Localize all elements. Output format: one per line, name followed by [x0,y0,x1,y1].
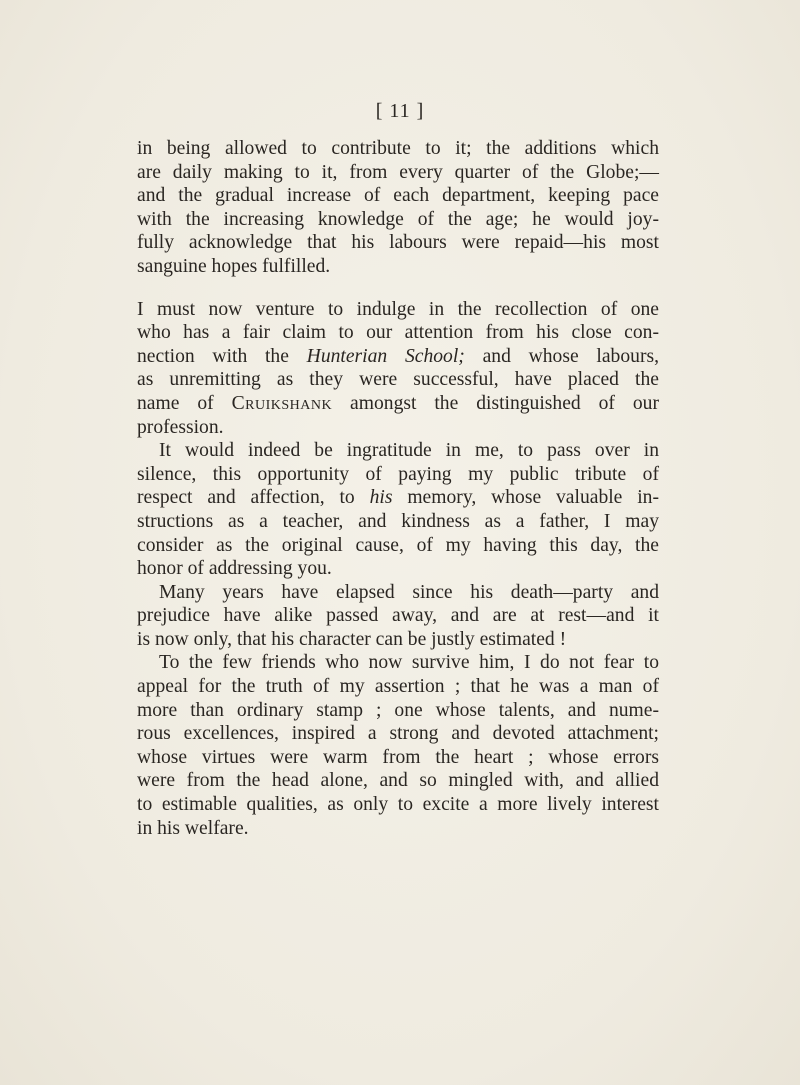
text-line: To the few friends who now survive him, I do not fear to [159,652,659,674]
text-line: whose virtues were warm from the heart ; whose errors [137,746,659,768]
paragraph [137,298,659,440]
text-line: fully acknowledge that his labours were repaid—his most [137,232,659,254]
text-line: who has a fair claim to our attention from his close con- [137,322,659,344]
text-run: amongst the distinguished of our [332,392,659,414]
body-text [137,137,659,840]
text-line: with the increasing knowledge of the age; he would joy- [137,208,659,230]
text-line: in his welfare. [137,817,249,839]
text-line: sanguine hopes fulfilled. [137,255,331,277]
text-line [137,345,659,369]
text-run: and whose labours, [464,345,659,367]
paragraph-spacer [137,279,659,298]
text-line: in being allowed to contribute to it; the additions which [137,138,659,159]
text-line: appeal for the truth of my assertion ; that he was a man of [137,676,659,698]
page-number: [ 11 ] [375,100,425,122]
text-line: are daily making to it, from every quarter of the Globe;— [137,161,659,183]
text-line: silence, this opportunity of paying my public tribute of [137,463,659,485]
text-run: memory, whose valuable in- [392,487,659,509]
text-line: as unremitting as they were successful, have placed the [137,369,659,391]
text-run: respect and affection, to [137,487,370,509]
text-line: Many years have elapsed since his death—party and [159,581,659,603]
text-line: is now only, that his character can be justly estimated ! [137,628,567,650]
paragraph [137,651,659,840]
text-line: prejudice have alike passed away, and are at rest—and it [137,605,659,627]
text-run: nection with the [137,345,307,367]
small-caps-name: Cruikshank [231,392,333,414]
paragraph [137,439,659,581]
text-line: It would indeed be ingratitude in me, to pass over in [159,440,659,462]
text-line: honor of addressing you. [137,558,332,580]
text-line: were from the head alone, and so mingled with, and allied [137,770,659,792]
text-line: and the gradual increase of each department, keeping pace [137,185,659,207]
italic-text: his [369,487,393,509]
paragraph [137,581,659,652]
text-line: more than ordinary stamp ; one whose talents, and nume- [137,699,659,721]
text-line: to estimable qualities, as only to excite a more lively interest [137,794,659,816]
text-line: structions as a teacher, and kindness as a father, I may [137,510,659,532]
text-line: profession. [137,416,224,438]
text-line: rous excellences, inspired a strong and devoted attachment; [137,723,659,745]
text-line [137,486,659,510]
italic-text: Hunterian School; [306,345,465,367]
paragraph [137,137,659,279]
text-line [137,392,659,416]
text-run: name of [137,392,232,414]
text-line: I must now venture to indulge in the recollection of one [137,298,659,320]
text-line: consider as the original cause, of my having this day, the [137,534,659,556]
